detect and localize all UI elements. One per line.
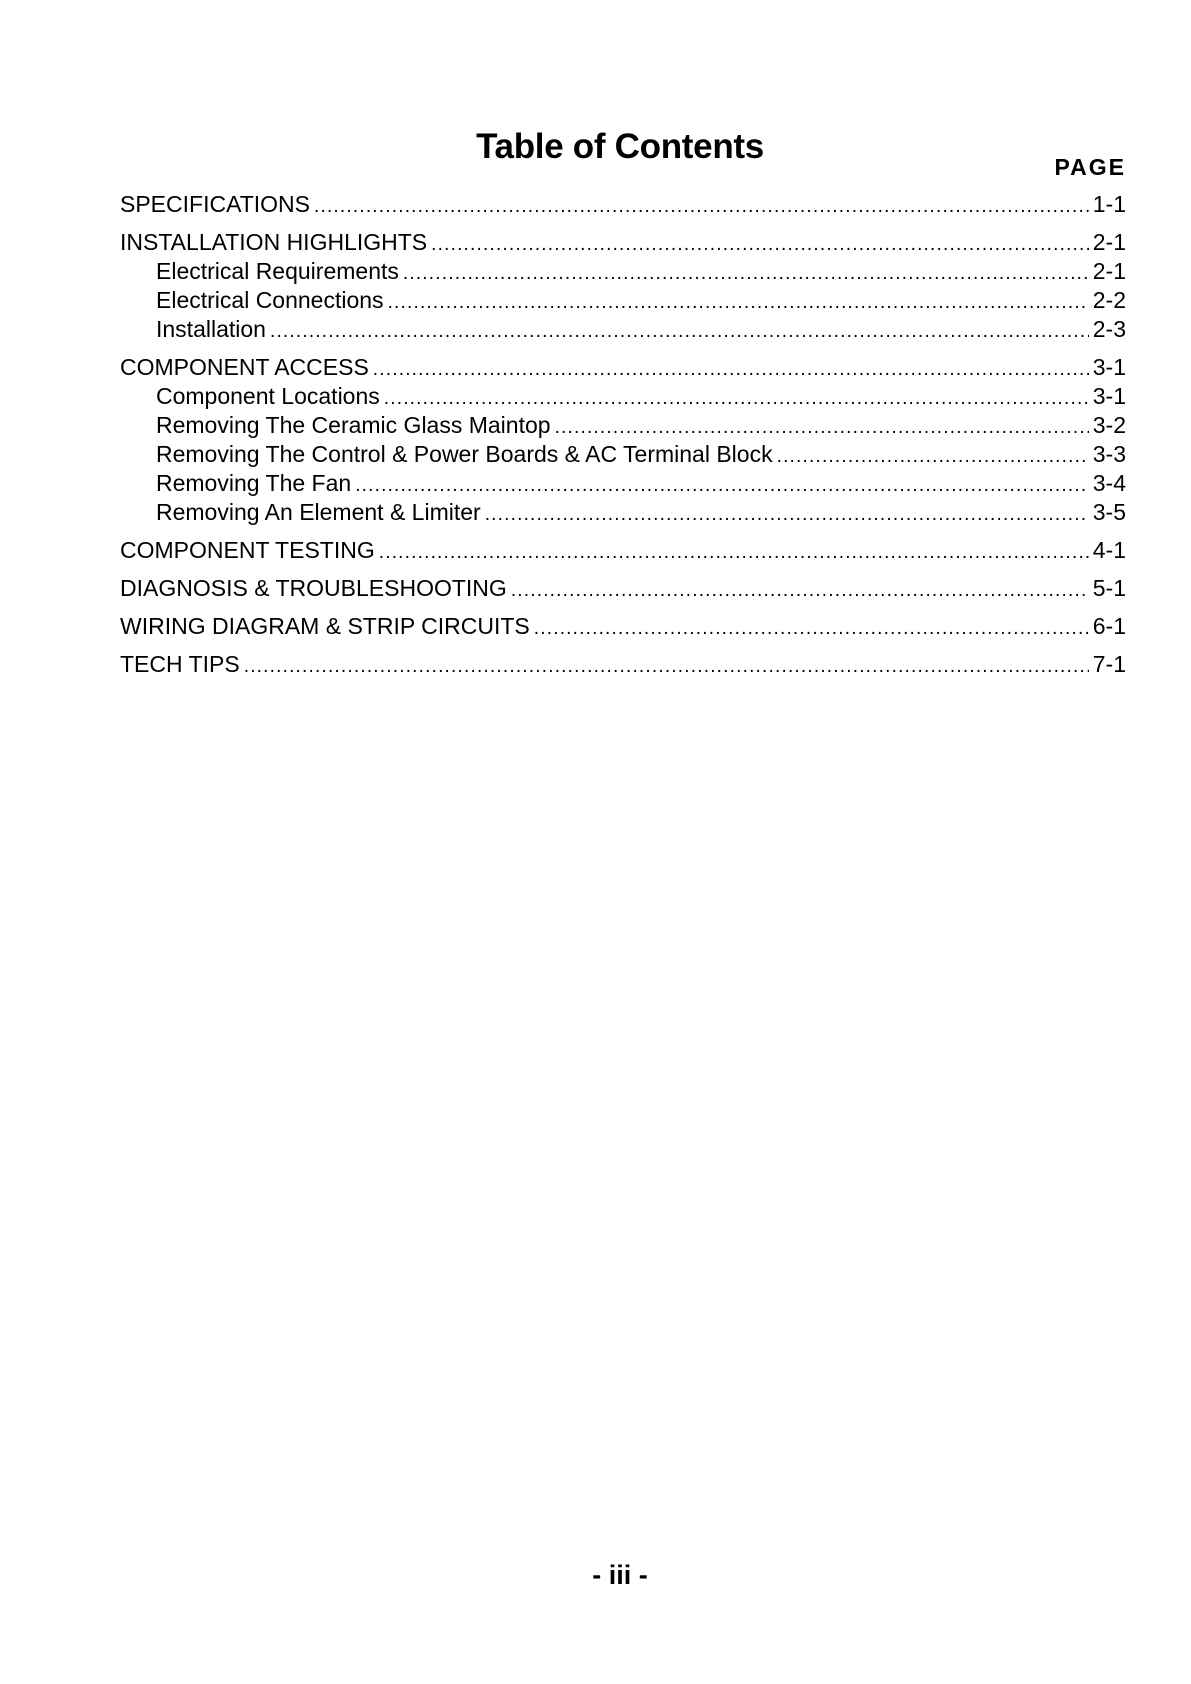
page-title: Table of Contents [476,127,764,167]
dot-leader [244,652,1089,681]
dot-leader [270,317,1089,346]
toc-entry-installation-highlights[interactable] [120,228,1126,257]
toc-entry-page: 3-3 [1092,441,1126,467]
toc-entry-removing-element-limiter[interactable] [120,498,1126,527]
dot-leader [355,471,1089,500]
toc-entry-label: Removing An Element & Limiter [156,499,481,525]
toc-entry-page: 2-1 [1092,258,1126,284]
toc-entry-page: 3-4 [1092,470,1126,496]
toc-list [120,190,1126,679]
toc-entry-label: Installation [156,316,266,342]
toc-entry-removing-control-power-boards[interactable] [120,440,1126,469]
toc-entry-wiring-diagram[interactable] [120,612,1126,641]
toc-entry-page: 3-2 [1092,412,1126,438]
toc-entry-removing-ceramic-glass-maintop[interactable] [120,411,1126,440]
page-number-footer: - iii - [592,1560,648,1590]
toc-entry-component-testing[interactable] [120,536,1126,565]
toc-entry-diagnosis-troubleshooting[interactable] [120,574,1126,603]
dot-leader [485,500,1089,529]
toc-entry-label: Removing The Control & Power Boards & AC Terminal Block [156,441,773,467]
toc-entry-component-locations[interactable] [120,382,1126,411]
toc-entry-label: INSTALLATION HIGHLIGHTS [120,229,428,255]
toc-entry-label: COMPONENT TESTING [120,537,375,563]
toc-entry-label: WIRING DIAGRAM & STRIP CIRCUITS [120,613,530,639]
toc-entry-label: SPECIFICATIONS [120,191,310,217]
toc-entry-label: Removing The Fan [156,470,352,496]
toc-entry-page: 2-1 [1092,229,1126,255]
dot-leader [777,442,1089,471]
dot-leader [431,230,1089,259]
toc-entry-page: 6-1 [1092,613,1126,639]
dot-leader [373,355,1089,384]
dot-leader [314,192,1089,221]
toc-entry-page: 3-1 [1092,354,1126,380]
toc-entry-electrical-requirements[interactable] [120,257,1126,286]
dot-leader [379,538,1089,567]
dot-leader [511,576,1089,605]
toc-entry-label: DIAGNOSIS & TROUBLESHOOTING [120,575,507,601]
toc-entry-page: 3-1 [1092,383,1126,409]
toc-entry-page: 2-3 [1092,316,1126,342]
dot-leader [555,413,1089,442]
toc-entry-page: 5-1 [1092,575,1126,601]
toc-entry-removing-fan[interactable] [120,469,1126,498]
dot-leader [403,259,1089,288]
toc-entry-tech-tips[interactable] [120,650,1126,679]
toc-entry-electrical-connections[interactable] [120,286,1126,315]
toc-entry-page: 1-1 [1092,191,1126,217]
toc-entry-specifications[interactable] [120,190,1126,219]
page-column-heading: PAGE [1054,154,1126,180]
toc-entry-component-access[interactable] [120,353,1126,382]
dot-leader [534,614,1089,643]
toc-entry-label: COMPONENT ACCESS [120,354,369,380]
dot-leader [384,384,1089,413]
toc-entry-page: 2-2 [1092,287,1126,313]
toc-entry-page: 3-5 [1092,499,1126,525]
toc-entry-page: 4-1 [1092,537,1126,563]
toc-entry-installation[interactable] [120,315,1126,344]
toc-entry-label: Removing The Ceramic Glass Maintop [156,412,551,438]
toc-entry-label: Electrical Requirements [156,258,399,284]
dot-leader [388,288,1089,317]
toc-entry-label: Component Locations [156,383,380,409]
toc-entry-label: TECH TIPS [120,651,240,677]
toc-entry-page: 7-1 [1092,651,1126,677]
toc-entry-label: Electrical Connections [156,287,384,313]
